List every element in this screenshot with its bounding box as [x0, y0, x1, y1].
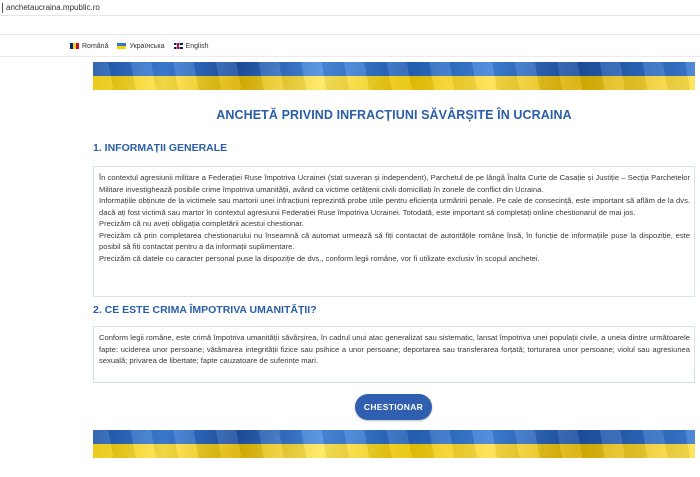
crime-definition-box — [93, 326, 695, 383]
paragraph: Precizăm că datele cu caracter personal puse la dispoziție de dvs., conform legii române, vor fi utilizate exclusiv în scopul anchetei. — [99, 253, 540, 263]
questionnaire-button[interactable]: CHESTIONAR — [355, 394, 432, 420]
language-label: English — [185, 42, 209, 50]
gb-flag-icon — [174, 43, 183, 49]
divider — [0, 34, 700, 35]
paragraph: Informațiile obținute de la victimele sau martorii unei infracțiuni reprezintă probe utile pentru eficiența urmăririi penale. Pe cale de consecință, este important să aflăm de la dvs. dacă ați fost victimă sau martor în contextul agresiunii Federației Ruse împotriva Ucrainei. Totodată, este important să completați online chestionarul de mai jos. — [99, 196, 690, 217]
general-info-box — [93, 166, 695, 297]
language-option-ukrainian[interactable] — [117, 43, 164, 50]
browser-address-bar[interactable] — [0, 0, 700, 16]
ukraine-flag-banner — [93, 430, 695, 458]
section-heading-crime-definition: 2. CE ESTE CRIMA ÎMPOTRIVA UMANITĂȚII? — [93, 304, 317, 316]
ro-flag-icon — [70, 43, 79, 49]
ua-flag-icon — [117, 43, 126, 49]
ukraine-flag-banner — [93, 62, 695, 90]
language-label: Українська — [129, 42, 165, 50]
paragraph: În contextul agresiunii militare a Federației Ruse împotriva Ucrainei (stat suveran și independent), Parchetul de pe lângă Înalta Curte de Casație și Justiție – Secția Parchetelor Militare investighează posibile crime împotriva umanității, având ca victime cetățenii civili domiciliați în zonele de conflict din Ucraina. — [99, 173, 690, 194]
paragraph: Precizăm că nu aveți obligația completării acestui chestionar. — [99, 219, 304, 228]
language-switcher — [70, 40, 209, 52]
language-label: Română — [82, 42, 109, 50]
section-heading-general-info: 1. INFORMAȚII GENERALE — [93, 142, 228, 154]
divider — [0, 56, 700, 57]
text-cursor — [2, 3, 3, 13]
language-option-romanian[interactable] — [70, 43, 108, 50]
language-option-english[interactable] — [174, 43, 209, 50]
paragraph: Conform legii române, este crimă împotriva umanității săvârșirea, în cadrul unui atac generalizat sau sistematic, lansat împotriva unei populații civile, a uneia dintre următoarele fapte: uciderea unor persoane; vătămarea integrității fizice sau psihice a unor persoane; deportarea sau transferarea forțată; torturarea unor persoane; violul sau agresiunea sexuală; privarea de libertate; fapte cauzatoare de suferințe mari. — [99, 333, 690, 365]
url-text[interactable]: anchetaucraina.mpublic.ro — [6, 3, 100, 12]
paragraph: Precizăm că prin completarea chestionarului nu înseamnă că automat urmează să fiți contactat de autoritățile române însă, în funcție de informațiile puse la dispoziție, este posibil să fiți contactat pentru a da informații suplimentare. — [99, 230, 690, 251]
page-title: ANCHETĂ PRIVIND INFRACȚIUNI SĂVÂRȘITE ÎN UCRAINA — [216, 108, 572, 122]
